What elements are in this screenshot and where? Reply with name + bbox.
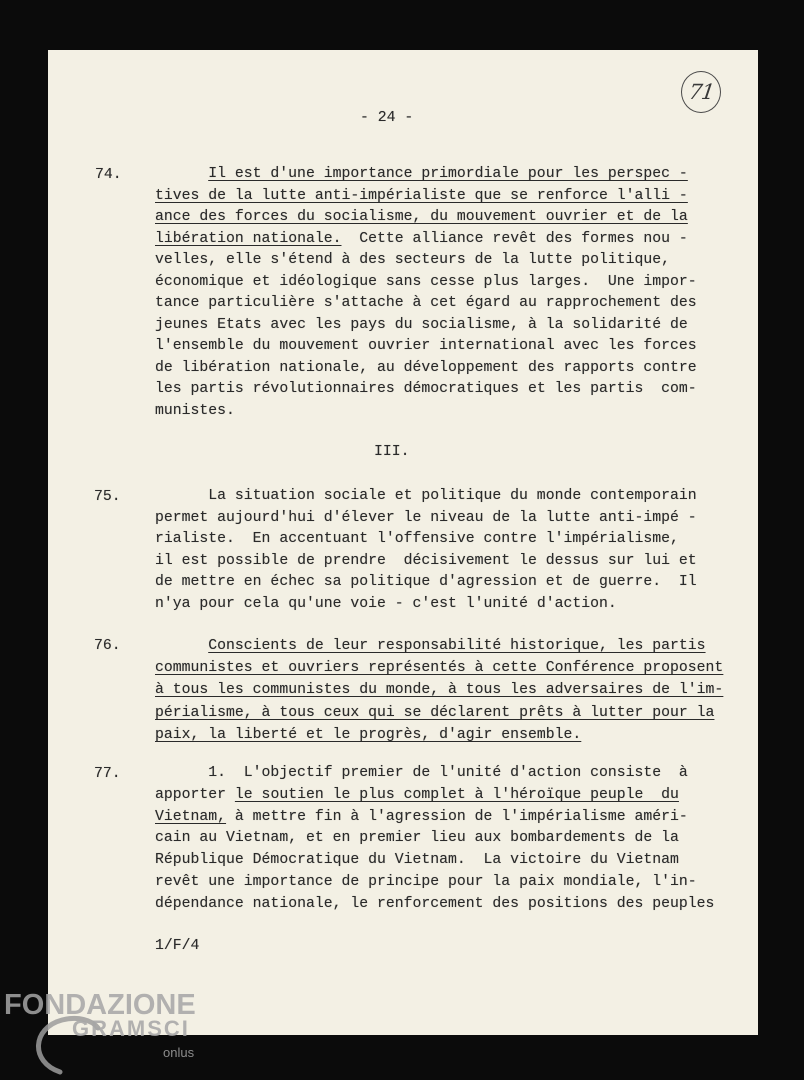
text-line xyxy=(155,807,755,829)
paragraph-number-75: 75. xyxy=(94,489,121,505)
text-line xyxy=(155,358,755,380)
text-segment: de mettre en échec sa politique d'agression et de guerre. Il xyxy=(155,574,697,591)
text-segment: économique et idéologique sans cesse plus larges. Une impor- xyxy=(155,273,697,290)
text-line xyxy=(155,572,755,594)
text-segment: n'ya pour cela qu'une voie - c'est l'unité d'action. xyxy=(155,595,617,612)
footer-code: 1/F/4 xyxy=(155,938,200,954)
underlined-text: tives de la lutte anti-impérialiste que se renforce l'alli - xyxy=(155,187,688,204)
text-line xyxy=(155,894,755,916)
text-line xyxy=(155,336,755,358)
text-line xyxy=(155,679,755,701)
watermark-line-2: GRAMSCI xyxy=(72,1016,190,1041)
text-line xyxy=(155,379,755,401)
underlined-text: Conscients de leur responsabilité historique, les partis xyxy=(208,638,706,654)
underlined-text: à tous les communistes du monde, à tous les adversaires de l'im- xyxy=(155,682,724,699)
paragraph-number-74: 74. xyxy=(95,167,122,183)
text-line xyxy=(155,594,755,616)
underlined-text: ance des forces du socialisme, du mouvement ouvrier et de la xyxy=(155,209,688,225)
page-number: - 24 - xyxy=(360,110,414,126)
text-segment: République Démocratique du Vietnam. La victoire du Vietnam xyxy=(155,852,679,869)
text-line xyxy=(155,785,755,807)
archive-number-stamp xyxy=(681,71,721,113)
text-segment: apporter xyxy=(155,786,235,803)
text-line xyxy=(155,551,755,573)
text-line xyxy=(155,702,755,724)
text-segment: La situation sociale et politique du monde contemporain xyxy=(208,488,697,504)
text-segment: jeunes Etats avec les pays du socialisme, à la solidarité de xyxy=(155,316,688,333)
underlined-text: le soutien le plus complet à l'héroïque peuple du xyxy=(234,786,679,803)
text-segment: revêt une importance de principe pour la paix mondiale, l'in- xyxy=(155,873,697,890)
text-line xyxy=(155,635,755,657)
underlined-text: paix, la liberté et le progrès, d'agir ensemble. xyxy=(155,726,582,743)
text-line xyxy=(155,401,755,423)
text-line xyxy=(155,250,755,272)
text-segment: rialiste. En accentuant l'offensive contre l'impérialisme, xyxy=(155,531,679,548)
underlined-text: libération nationale. xyxy=(155,230,342,247)
text-line xyxy=(155,207,755,229)
text-segment: 1. L'objectif premier de l'unité d'action consiste à xyxy=(208,765,688,781)
text-segment: l'ensemble du mouvement ouvrier international avec les forces xyxy=(155,338,697,354)
archive-number: 71 xyxy=(686,80,716,104)
text-segment: de libération nationale, au développement des rapports contre xyxy=(155,359,697,376)
paragraph-76 xyxy=(155,635,755,746)
paragraph-74 xyxy=(155,164,755,422)
watermark-line-3: onlus xyxy=(163,1045,195,1060)
text-line xyxy=(155,529,755,551)
watermark-line-1: FONDAZIONE xyxy=(4,989,196,1021)
text-line xyxy=(155,315,755,337)
underlined-text: communistes et ouvriers représentés à cette Conférence proposent xyxy=(155,660,724,677)
underlined-text: Vietnam, xyxy=(155,808,227,825)
document-page xyxy=(48,50,758,1035)
text-segment: velles, elle s'étend à des secteurs de la lutte politique, xyxy=(155,252,671,268)
text-line xyxy=(155,828,755,850)
underlined-text: périalisme, à tous ceux qui se déclarent prêts à lutter pour la xyxy=(155,704,715,721)
text-line xyxy=(155,763,755,785)
section-heading: III. xyxy=(374,444,410,460)
text-line xyxy=(155,272,755,294)
text-line xyxy=(155,229,755,251)
text-line xyxy=(155,872,755,894)
text-line xyxy=(155,850,755,872)
text-segment: tance particulière s'attache à cet égard au rapprochement des xyxy=(155,295,697,311)
text-segment: dépendance nationale, le renforcement des positions des peuples xyxy=(155,895,715,912)
text-segment: il est possible de prendre décisivement le dessus sur lui et xyxy=(155,552,697,569)
paragraph-number-77: 77. xyxy=(94,766,121,782)
text-segment: Cette alliance revêt des formes nou - xyxy=(341,230,688,247)
text-segment: munistes. xyxy=(155,402,235,419)
text-line xyxy=(155,186,755,208)
text-line xyxy=(155,724,755,746)
text-segment: à mettre fin à l'agression de l'impérialisme améri- xyxy=(226,808,688,825)
paragraph-75 xyxy=(155,486,755,616)
text-line xyxy=(155,508,755,530)
text-line xyxy=(155,486,755,508)
underlined-text: Il est d'une importance primordiale pour les perspec - xyxy=(208,166,688,182)
text-segment: les partis révolutionnaires démocratiques et les partis com- xyxy=(155,381,697,397)
text-line xyxy=(155,164,755,186)
text-segment: permet aujourd'hui d'élever le niveau de la lutte anti-impé - xyxy=(155,509,697,526)
paragraph-number-76: 76. xyxy=(94,638,121,654)
text-line xyxy=(155,657,755,679)
text-line xyxy=(155,293,755,315)
text-segment: cain au Vietnam, et en premier lieu aux bombardements de la xyxy=(155,830,679,847)
paragraph-77 xyxy=(155,763,755,916)
